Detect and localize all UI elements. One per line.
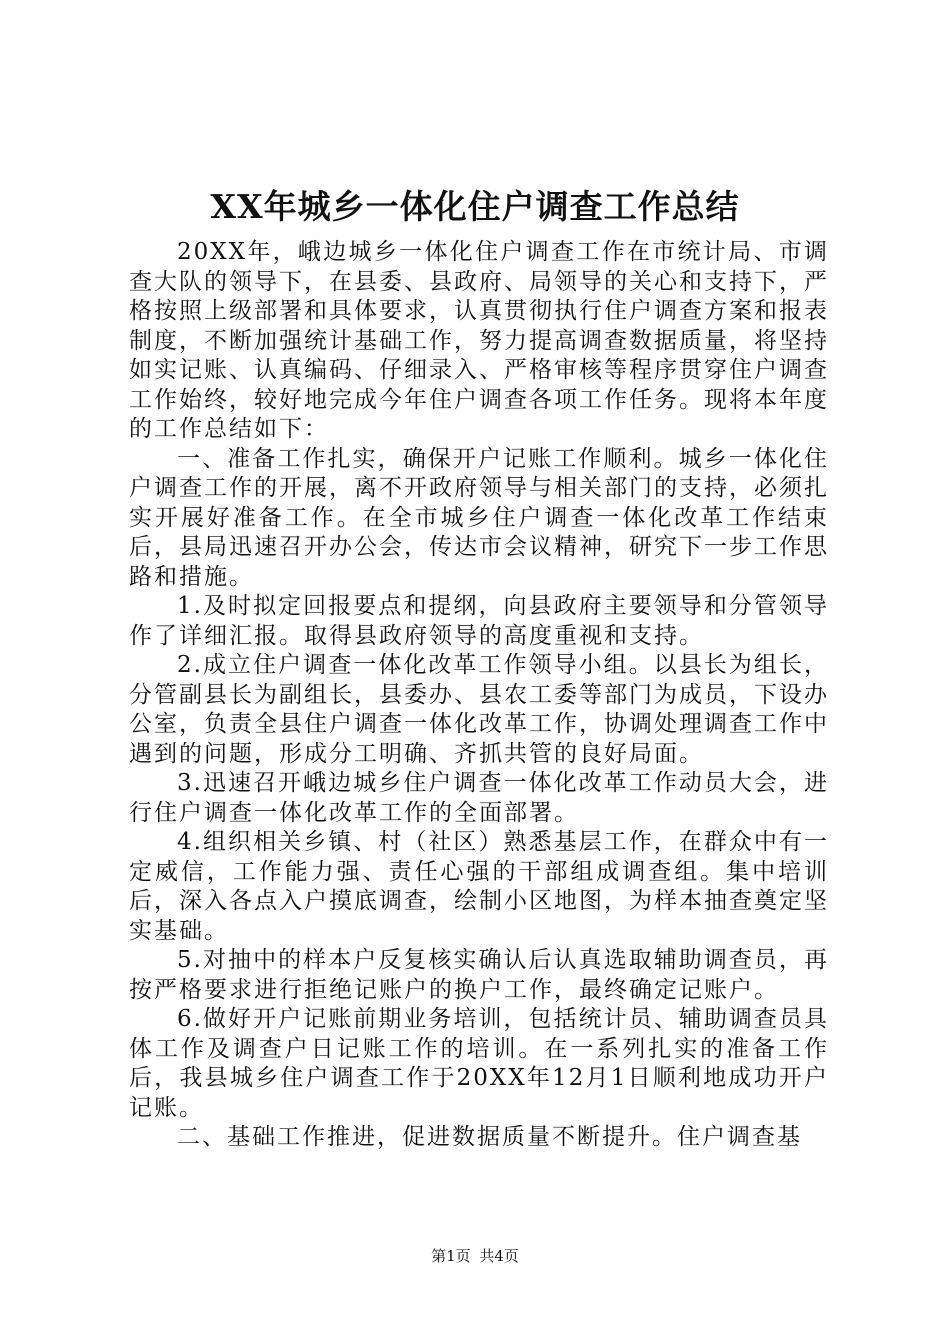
paragraph-section-1: 一、准备工作扎实，确保开户记账工作顺利。城乡一体化住户调查工作的开展，离不开政府领导与相关部门的支持，必须扎实开展好准备工作。在全市城乡住户调查一体化改革工作结束后，县局迅速召开办公会，传达市会议精神，研究下一步工作思路和措施。 [129, 445, 829, 590]
paragraph-item-2: 2.成立住户调查一体化改革工作领导小组。以县长为组长，分管副县长为副组长，县委办、县农工委等部门为成员，下设办公室，负责全县住户调查一体化改革工作，协调处理调查工作中遇到的问题，形成分工明确、齐抓共管的良好局面。 [129, 652, 829, 767]
page-number: 第1页 [431, 1247, 471, 1265]
paragraph-item-1: 1.及时拟定回报要点和提纲，向县政府主要领导和分管领导作了详细汇报。取得县政府领导的高度重视和支持。 [129, 593, 829, 649]
paragraph-item-5: 5.对抽中的样本户反复核实确认后认真选取辅助调查员，再按严格要求进行拒绝记账户的换户工作，最终确定记账户。 [129, 947, 829, 1003]
paragraph-item-4: 4.组织相关乡镇、村（社区）熟悉基层工作，在群众中有一定威信，工作能力强、责任心强的干部组成调查组。集中培训后，深入各点入户摸底调查，绘制小区地图，为样本抽查奠定坚实基础。 [129, 829, 829, 944]
paragraph-item-6: 6.做好开户记账前期业务培训，包括统计员、辅助调查员具体工作及调查户日记账工作的培训。在一系列扎实的准备工作后，我县城乡住户调查工作于20XX年12月1日顺利地成功开户记账。 [129, 1006, 829, 1121]
page-footer [0, 1244, 950, 1268]
document-body [129, 238, 829, 1153]
paragraph-intro: 20XX年，峨边城乡一体化住户调查工作在市统计局、市调查大队的领导下，在县委、县政府、局领导的关心和支持下，严格按照上级部署和具体要求，认真贯彻执行住户调查方案和报表制度，不断加强统计基础工作，努力提高调查数据质量，将坚持如实记账、认真编码、仔细录入、严格审核等程序贯穿住户调查工作始终，较好地完成今年住户调查各项工作任务。现将本年度的工作总结如下： [129, 239, 829, 442]
paragraph-item-3: 3.迅速召开峨边城乡住户调查一体化改革工作动员大会，进行住户调查一体化改革工作的全面部署。 [129, 770, 829, 826]
paragraph-section-2: 二、基础工作推进，促进数据质量不断提升。住户调查基 [177, 1124, 802, 1150]
document-title: XX年城乡一体化住户调查工作总结 [210, 187, 740, 226]
page-total: 共4页 [479, 1247, 519, 1265]
